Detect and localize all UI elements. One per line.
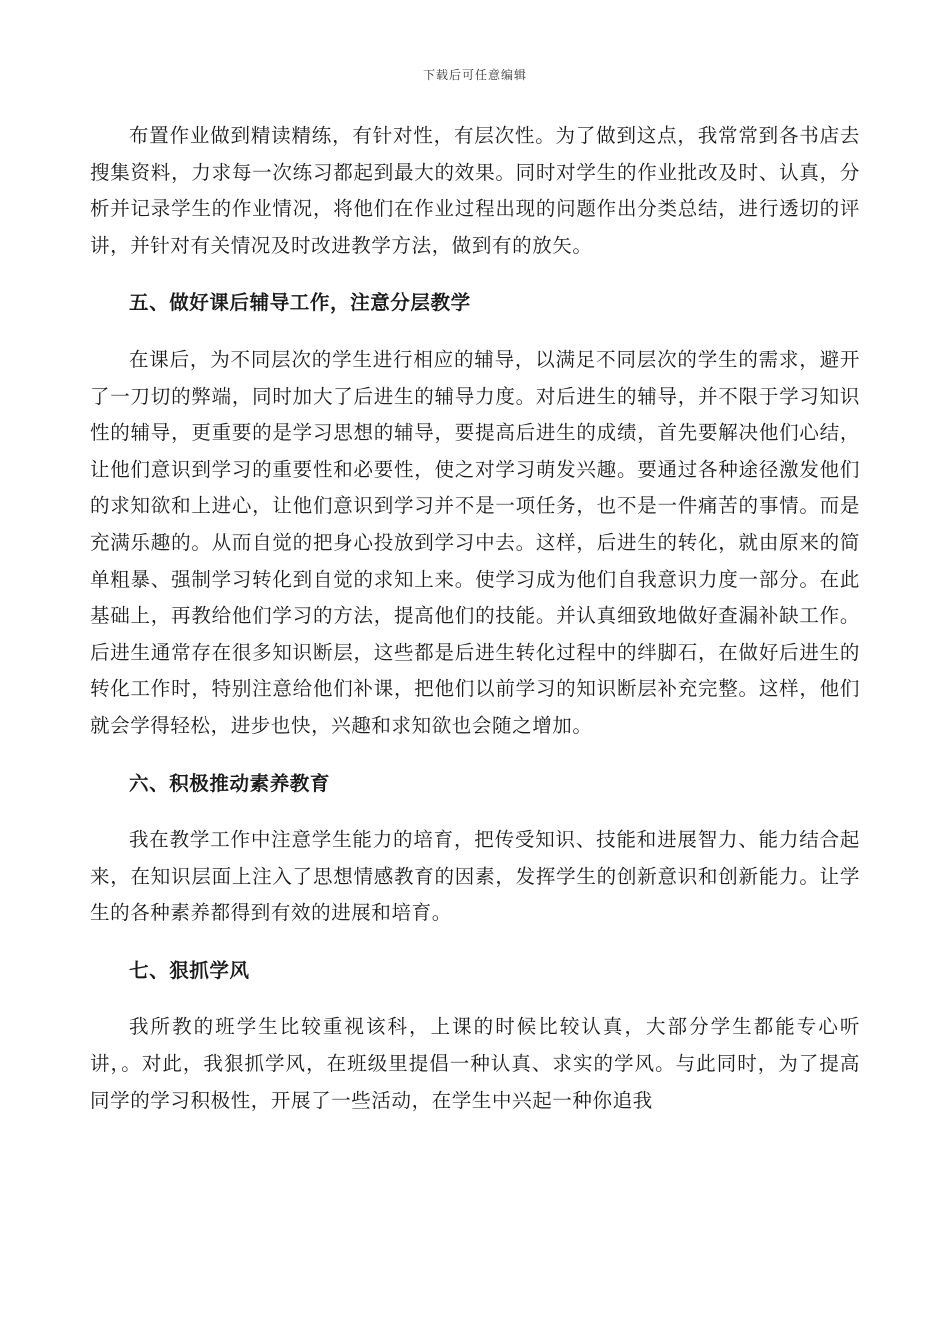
- paragraph-study-style: 我所教的班学生比较重视该科，上课的时候比较认真，大部分学生都能专心听讲，。对此，我狠抓学风，在班级里提倡一种认真、求实的学风。与此同时，为了提高同学的学习积极性，开展了一些活动，在学生中兴起一种你追我: [90, 1015, 860, 1112]
- section-heading-7: 七、狠抓学风: [129, 958, 250, 982]
- section-heading-5: 五、做好课后辅导工作，注意分层教学: [129, 291, 471, 315]
- paragraph-tutoring: 在课后，为不同层次的学生进行相应的辅导，以满足不同层次的学生的需求，避开了一刀切的弊端，同时加大了后进生的辅导力度。对后进生的辅导，并不限于学习知识性的辅导，更重要的是学习思想的辅导，要提高后进生的成绩，首先要解决他们心结，让他们意识到学习的重要性和必要性，使之对学习萌发兴趣。要通过各种途径激发他们的求知欲和上进心，让他们意识到学习并不是一项任务，也不是一件痛苦的事情。而是充满乐趣的。从而自觉的把身心投放到学习中去。这样，后进生的转化，就由原来的简单粗暴、强制学习转化到自觉的求知上来。使学习成为他们自我意识力度一部分。在此基础上，再教给他们学习的方法，提高他们的技能。并认真细致地做好查漏补缺工作。后进生通常存在很多知识断层，这些都是后进生转化过程中的绊脚石，在做好后进生的转化工作时，特别注意给他们补课，把他们以前学习的知识断层补充完整。这样，他们就会学得轻松，进步也快，兴趣和求知欲也会随之增加。: [90, 347, 860, 737]
- document-body: [90, 118, 860, 1119]
- paragraph-quality-education: 我在教学工作中注意学生能力的培育，把传受知识、技能和进展智力、能力结合起来，在知识层面上注入了思想情感教育的因素，发挥学生的创新意识和创新能力。让学生的各种素养都得到有效的进展和培育。: [90, 828, 860, 925]
- page-header: 下载后可任意编辑: [422, 68, 527, 82]
- paragraph-homework: 布置作业做到精读精练，有针对性，有层次性。为了做到这点，我常常到各书店去搜集资料，力求每一次练习都起到最大的效果。同时对学生的作业批改及时、认真，分析并记录学生的作业情况，将他们在作业过程出现的问题作出分类总结，进行透切的评讲，并针对有关情况及时改进教学方法，做到有的放矢。: [90, 124, 860, 257]
- section-heading-6: 六、积极推动素养教育: [129, 771, 331, 795]
